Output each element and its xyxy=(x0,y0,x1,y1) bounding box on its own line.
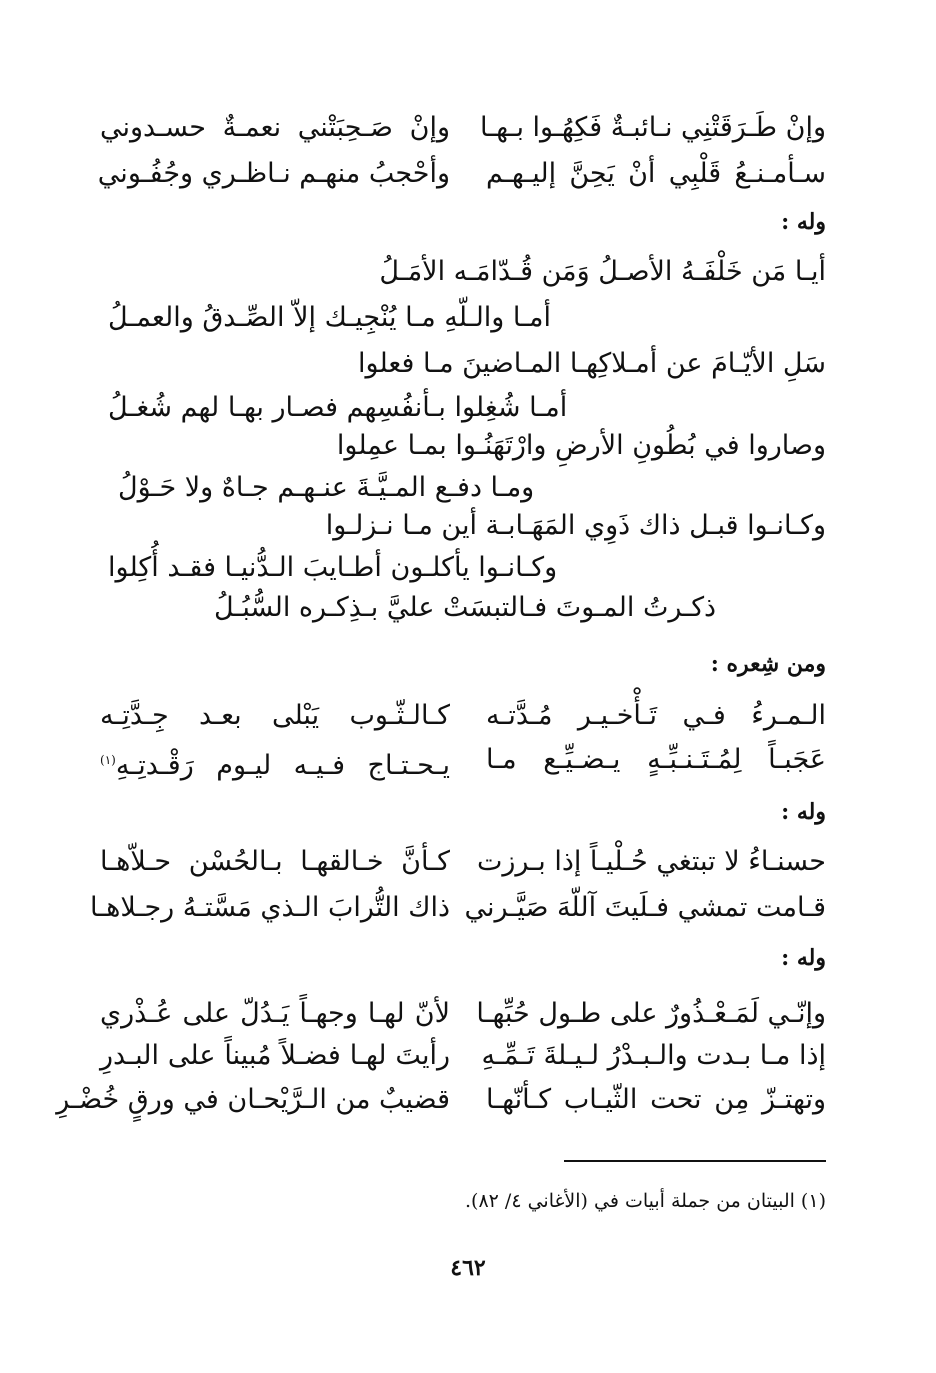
verse-second-hemistich: ذاك التُّرابَ الـذي مَسَّتـهُ رجـلاهـا xyxy=(90,892,450,923)
stanza-line: وصاروا في بُطُونِ الأرضِ وارْتَهَنُـوا بمـا عمِلوا xyxy=(336,430,826,461)
stanza-line: أيـا مَن خَلْفَـهُ الأصـلُ وَمَن قُـدّامَـه الأمَـلُ xyxy=(379,256,826,287)
verse-row xyxy=(90,886,826,930)
section-intro: وله : xyxy=(781,945,826,971)
verse-first-hemistich: إذا مـا بـدت والـبـدْرُ لـيـلةَ تَـمِّـهِ xyxy=(481,1040,826,1071)
footnote-divider xyxy=(564,1160,826,1162)
stanza-line: أمـا والـلّهِ مـا يُنْجِيـك إلاّ الصِّـدقُ والعمـلُ xyxy=(108,302,552,333)
verse-row xyxy=(100,992,826,1036)
verse-first-hemistich: عَجَبـاً لِمُـتَـنـبِّـهٍ يـضـيِّـع مـا xyxy=(486,744,826,775)
section-intro: وله : xyxy=(781,799,826,825)
verse-first-hemistich: سـأمـنـعُ قَلْبِي أنْ يَحِنَّ إليـهـم xyxy=(486,158,826,189)
footnote-marker: (١) xyxy=(100,753,116,767)
verse-text: يـحـتـاج فـيـه ليـوم رَقْـدتِـهِ xyxy=(115,750,450,781)
verse-second-hemistich: كـالـثّـوب يَبْلى بعـد جِـدَّتِـه xyxy=(100,700,450,731)
stanza-line: سَلِ الأيّـامَ عن أمـلاكِهـا المـاضينَ مـا فعلوا xyxy=(358,348,826,379)
verse-row xyxy=(100,738,826,782)
stanza-line: وكـانـوا يأكلـون أطـايبَ الـدُّنيـا فقـد أُكِلوا xyxy=(108,552,558,583)
verse-second-hemistich xyxy=(100,738,450,788)
verse-second-hemistich: قضيبٌ من الـرَّيْحـان في ورقٍ خُضْـرِ xyxy=(56,1084,450,1115)
verse-first-hemistich: وإنْ طَـرَقَتْنِي نـائبـةٌ فَكِهُـوا بـهـا xyxy=(479,112,826,143)
verse-row xyxy=(100,694,826,738)
verse-first-hemistich: الـمـرءُ فـي تَـأْخـيـر مُـدَّتـه xyxy=(486,700,826,731)
verse-row xyxy=(100,1034,826,1078)
stanza-line: ومـا دفـع المـيَّـةَ عنـهـم جـاهٌ ولا حَـوْلُ xyxy=(118,472,535,503)
verse-second-hemistich: كـأنَّ خـالقهـا بـالحُسْن حـلاّهـا xyxy=(100,846,450,877)
verse-first-hemistich: وتهتـزّ مِن تحت الثّيـاب كـأنّهـا xyxy=(486,1084,826,1115)
verse-second-hemistich: وأحْجبُ منهـم نـاظـري وجُفُـوني xyxy=(97,158,450,189)
section-intro: وله : xyxy=(781,209,826,235)
verse-second-hemistich: رأيتَ لهـا فضـلاً مُبيناً على البـدرِ xyxy=(100,1040,450,1071)
stanza-line: ذكـرتُ المـوتَ فـالتبسَتْ عليَّ بـذِكـره السُّبُـلُ xyxy=(214,592,717,623)
footnote: (١) البيتان من جملة أبيات في (الأغاني ٤/ ٨٢). xyxy=(464,1190,826,1212)
verse-second-hemistich: وإنْ صَـحِبَتْني نعمـةٌ حسـدوني xyxy=(100,112,450,143)
verse-row xyxy=(56,1078,826,1122)
verse-row xyxy=(100,840,826,884)
verse-first-hemistich: قـامت تمشي فـلَيتَ آللّهَ صَيَّـرني xyxy=(464,892,826,923)
stanza-line: أمـا شُغِلوا بـأنفُسِهم فصـار بهـا لهم شُغـلُ xyxy=(108,392,568,423)
stanza-line: وكـانـوا قبـل ذاك ذَوِي المَهَـابـة أين مـا نـزلـوا xyxy=(325,510,826,541)
verse-second-hemistich: لأنّ لهـا وجهـاً يَـدُلّ على عُـذْري xyxy=(100,998,450,1029)
page-number: ٤٦٢ xyxy=(450,1255,486,1281)
verse-row xyxy=(100,106,826,150)
verse-row xyxy=(97,152,826,196)
section-intro: ومن شِعره : xyxy=(710,651,826,677)
verse-first-hemistich: وإنّـي لَمَـعْـذُورٌ على طـول حُبِّهـا xyxy=(476,998,826,1029)
verse-first-hemistich: حسنـاءُ لا تبتغي حُـلْيـاً إذا بـرزت xyxy=(476,846,826,877)
